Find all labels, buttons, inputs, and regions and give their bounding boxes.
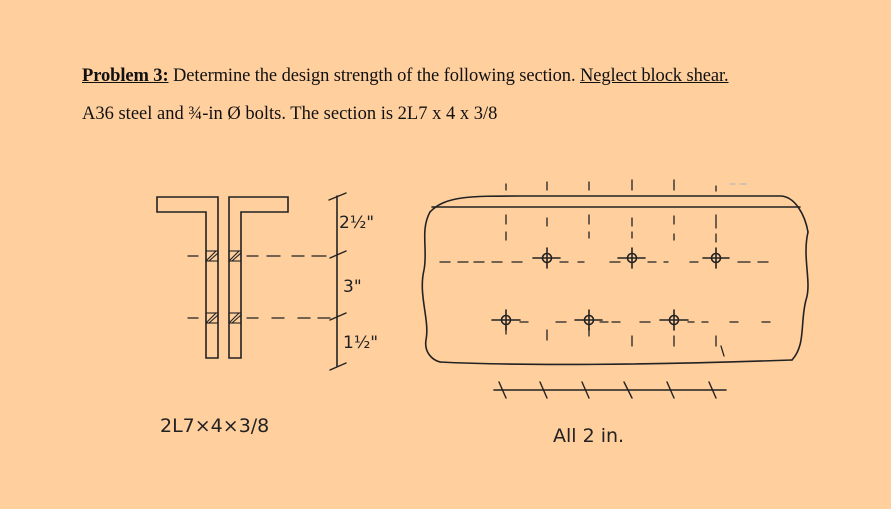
problem-given: A36 steel and ¾-in Ø bolts. The section is 2L7 x 4 x 3/8 xyxy=(82,104,498,124)
problem-note: Neglect block shear. xyxy=(580,66,729,86)
plate-elevation xyxy=(422,180,808,398)
dim-bot-label: 1½" xyxy=(343,333,379,353)
problem-label: Problem 3: xyxy=(82,66,169,86)
dim-mid-label: 3" xyxy=(343,277,362,297)
problem-text: Determine the design strength of the following section. xyxy=(168,66,580,86)
section-caption: 2L7×4×3/8 xyxy=(160,415,270,437)
spacing-caption: All 2 in. xyxy=(553,425,625,447)
dim-top-label: 2½" xyxy=(339,213,375,233)
double-angle-section xyxy=(157,197,330,358)
